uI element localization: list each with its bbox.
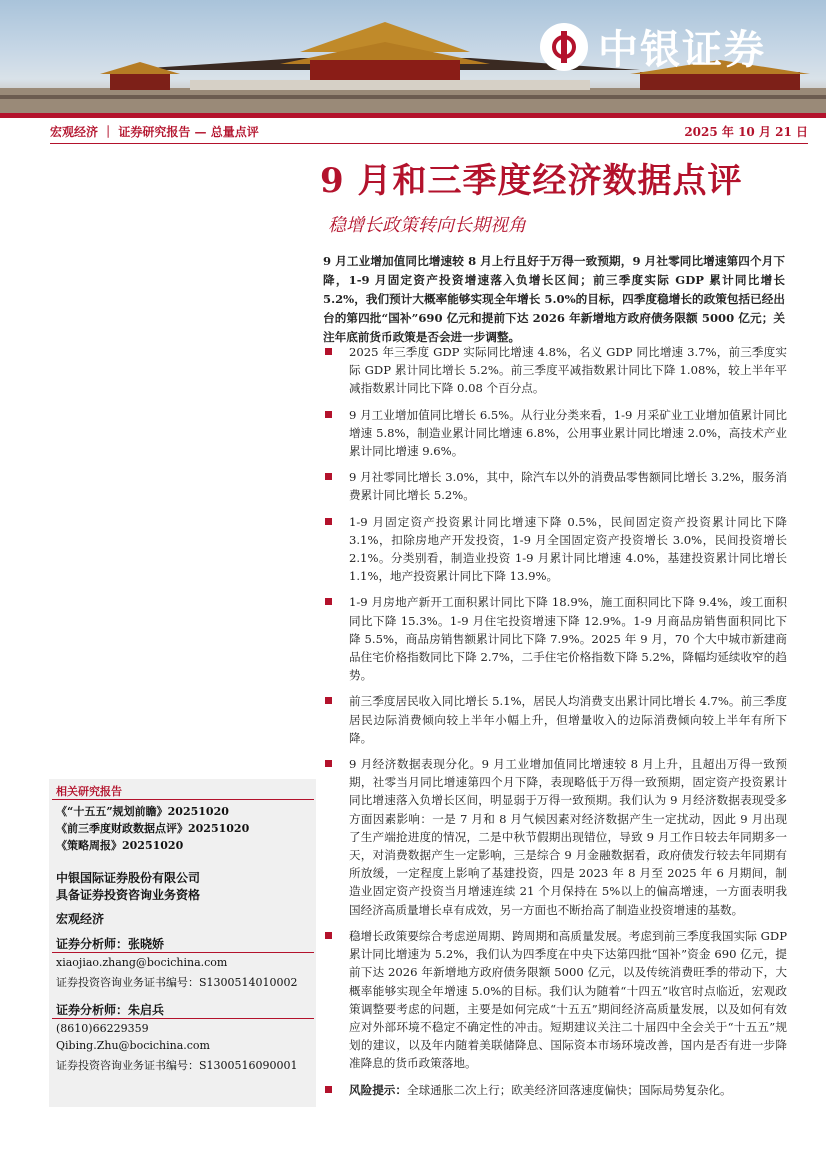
header-banner-image xyxy=(0,0,826,113)
related-report-link[interactable]: 《策略周报》20251020 xyxy=(56,839,184,852)
list-item: 稳增长政策要综合考虑逆周期、跨周期和高质量发展。考虑到前三季度我国实际 GDP 累计同比增速为 5.2%，我们认为四季度在中央下达第四批“国补”资金 690 亿元，提前下达 2026 年新增地方政府债务限额 5000 亿元，以及传统消费旺季的带动下，大概率能够实现全年增速 5.0%的目标。我们认为随着“十四五”收官时点临近，宏观政策调整要考虑的问题，主要是如何完成“十五五”期间经济高质量发展，以及如何有效应对外部环境不稳定不确定性的冲击。短期建议关注二十届四中全会关于“十五五”规划的建议，以及年内随着美联储降息、国际资本市场环境改善，国内是否有进一步降准降息的货币政策落地。 xyxy=(325,927,787,1073)
list-item: 1-9 月房地产新开工面积累计同比下降 18.9%，施工面积同比下降 9.4%，竣工面积同比下降 15.3%。1-9 月住宅投资增速下降 12.9%。1-9 月商品房销售面积同比下降 5.5%，商品房销售额累计同比下降 7.9%。2025 年 9 月，70 个大中城市新建商品住宅价格指数同比下降 2.7%，二手住宅价格指数下降 5.2%，降幅均延续收窄的趋势。 xyxy=(325,593,787,684)
risk-warning: 风险提示：全球通胀二次上行；欧美经济回落速度偏快；国际局势复杂化。 xyxy=(325,1081,787,1099)
related-report-link[interactable]: 《“十五五”规划前瞻》20251020 xyxy=(56,805,229,818)
analyst2-cert: 证券投资咨询业务证书编号：S1300516090001 xyxy=(56,1059,298,1072)
bullet-square-icon xyxy=(325,932,332,939)
company-name: 中银国际证券股份有限公司 xyxy=(56,871,201,885)
analyst2-name: 证券分析师：朱启兵 xyxy=(56,1003,165,1017)
bullet-square-icon xyxy=(325,518,332,525)
list-item: 9 月工业增加值同比增长 6.5%。从行业分类来看，1-9 月采矿业工业增加值累计同比增速 5.8%，制造业累计同比增速 6.8%，公用事业累计同比增速 2.0%，高技术产业累计同比增速 9.6%。 xyxy=(325,406,787,461)
analyst2-phone: (8610)66229359 xyxy=(56,1022,149,1035)
analyst2-email[interactable]: Qibing.Zhu@bocichina.com xyxy=(56,1039,210,1052)
report-subtitle: 稳增长政策转向长期视角 xyxy=(328,215,526,236)
list-item: 9 月社零同比增长 3.0%，其中，除汽车以外的消费品零售额同比增长 3.2%，服务消费累计同比增长 5.2%。 xyxy=(325,468,787,504)
key-points-list xyxy=(325,343,787,1107)
header-divider xyxy=(0,113,826,118)
list-item: 2025 年三季度 GDP 实际同比增速 4.8%，名义 GDP 同比增速 3.7%，前三季度实际 GDP 累计同比增长 5.2%。前三季度平减指数累计同比下降 1.08%，较上半年平减指数累计同比下降 0.08 个百分点。 xyxy=(325,343,787,398)
report-meta-line xyxy=(50,120,808,142)
analyst1-cert: 证券投资咨询业务证书编号：S1300514010002 xyxy=(56,976,298,989)
brand-logo xyxy=(540,18,766,75)
list-item: 9 月经济数据表现分化。9 月工业增加值同比增速较 8 月上升，且超出万得一致预期，社零当月同比增速第四个月下降，表现略低于万得一致预期，固定资产投资累计同比增速落入负增长区间，明显弱于万得一致预期。我们认为 9 月经济数据表现受多方面因素影响：一是 7 月和 8 月气候因素对经济数据产生一定扰动，因此 9 月出现了生产端抢进度的情况，二是中秋节假期出现错位，导致 9 月工作日较去年同期多一天，对消费数据产生一定影响，三是综合 9 月金融数据看，政府债发行较去年同期有所放缓，一定程度上影响了基建投资，四是 2023 年 8 月至 2025 年 6 月期间，制造业固定资产投资当月增速连续 21 个月保持在 5%以上的偏高增速，一方面表明我国经济高质量增长卓有成效，另一方面也不断抬高了制造业投资增速的基数。 xyxy=(325,755,787,919)
related-reports-title: 相关研究报告 xyxy=(56,785,122,798)
brand-name: 中银证券 xyxy=(598,27,766,73)
analyst1-email[interactable]: xiaojiao.zhang@bocichina.com xyxy=(56,956,228,969)
sidebar-divider xyxy=(52,799,314,800)
bullet-square-icon xyxy=(325,348,332,355)
bullet-square-icon xyxy=(325,1086,332,1093)
related-report-link[interactable]: 《前三季度财政数据点评》20251020 xyxy=(56,822,250,835)
bullet-square-icon xyxy=(325,760,332,767)
company-qualification: 具备证券投资咨询业务资格 xyxy=(56,888,201,902)
report-category: 宏观经济 ｜ 证券研究报告 — 总量点评 xyxy=(50,124,259,139)
bullet-square-icon xyxy=(325,598,332,605)
meta-divider xyxy=(50,143,808,144)
list-item: 1-9 月固定资产投资累计同比增速下降 0.5%，民间固定资产投资累计同比下降 3.1%，扣除房地产开发投资，1-9 月全国固定资产投资增长 3.0%，民间投资增长 2.1%。分类别看，制造业投资 1-9 月累计同比增速 4.0%，基建投资累计同比增长 1.1%，地产投资累计同比下降 13.9%。 xyxy=(325,513,787,586)
report-title: 9 月和三季度经济数据点评 xyxy=(320,161,743,201)
bullet-square-icon xyxy=(325,697,332,704)
analyst1-name: 证券分析师：张晓娇 xyxy=(56,937,165,951)
sidebar-divider xyxy=(52,1018,314,1019)
bullet-square-icon xyxy=(325,411,332,418)
report-summary: 9 月工业增加值同比增速较 8 月上行且好于万得一致预期，9 月社零同比增速第四个月下降，1-9 月固定资产投资增速落入负增长区间；前三季度实际 GDP 累计同比增长 5.2%，我们预计大概率能够实现全年增长 5.0%的目标，四季度稳增长的政策包括已经出台的第四批“国补”690 亿元和提前下达 2026 年新增地方政府债务限额 5000 亿元；关注年底前货币政策是否会进一步调整。 xyxy=(323,254,785,344)
boc-logo-icon xyxy=(540,23,588,71)
bullet-square-icon xyxy=(325,473,332,480)
sector-label: 宏观经济 xyxy=(56,912,105,926)
report-date: 2025 年 10 月 21 日 xyxy=(684,124,808,139)
sidebar-divider xyxy=(52,952,314,953)
list-item: 前三季度居民收入同比增长 5.1%，居民人均消费支出累计同比增长 4.7%。前三季度居民边际消费倾向较上半年小幅上升，但增量收入的边际消费倾向较上半年有所下降。 xyxy=(325,692,787,747)
